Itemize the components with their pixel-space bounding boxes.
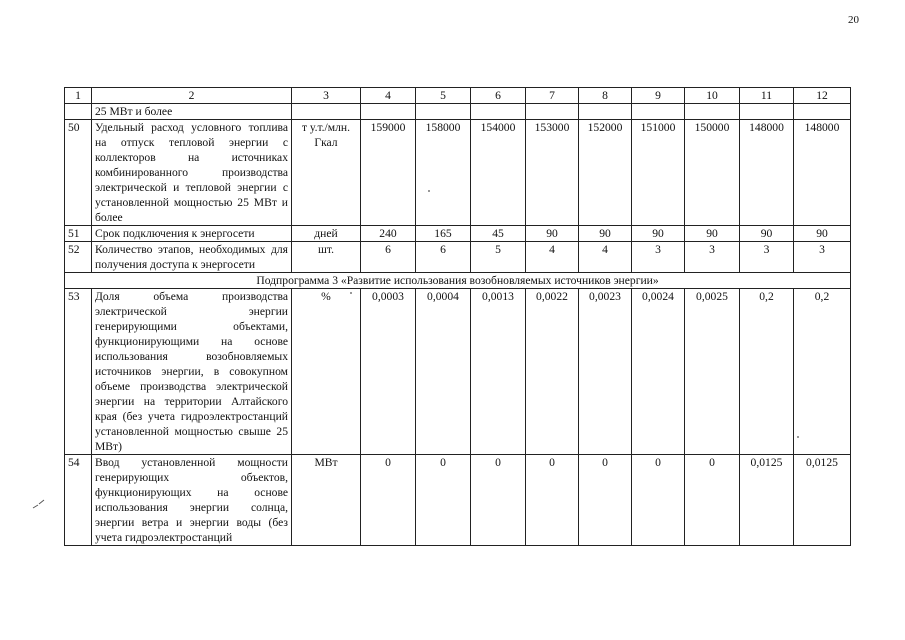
value-cell: 90 [526, 226, 579, 242]
scan-dot [428, 190, 430, 192]
table-row [65, 455, 851, 546]
value-cell: 6 [361, 242, 416, 273]
row-number: 53 [65, 289, 92, 455]
header-row [65, 88, 851, 104]
value-cell: 90 [632, 226, 685, 242]
value-cell: 4 [579, 242, 632, 273]
table-row [65, 226, 851, 242]
section-title: Подпрограмма 3 «Развитие использования возобновляемых источников энергии» [65, 273, 851, 289]
value-cell: 0,0023 [579, 289, 632, 455]
header-cell: 3 [292, 88, 361, 104]
value-cell: 0 [579, 455, 632, 546]
value-cell: 148000 [740, 120, 794, 226]
value-cell: 3 [794, 242, 851, 273]
unit-cell: т у.т./млн. Гкал [292, 120, 361, 226]
value-cell: 0,0003 [361, 289, 416, 455]
indicator-name: Удельный расход условного топлива на отпуск тепловой энергии с коллекторов на источниках комбинированного производства электрической и тепловой энергии с установленной мощностью 25 МВт и более [92, 120, 292, 226]
value-cell: 153000 [526, 120, 579, 226]
header-cell: 4 [361, 88, 416, 104]
value-cell: 90 [794, 226, 851, 242]
header-cell: 8 [579, 88, 632, 104]
indicator-name: Количество этапов, необходимых для получения доступа к энергосети [92, 242, 292, 273]
value-cell: 90 [579, 226, 632, 242]
value-cell: 148000 [794, 120, 851, 226]
value-cell: 90 [685, 226, 740, 242]
row-number: 54 [65, 455, 92, 546]
value-cell: 152000 [579, 120, 632, 226]
margin-mark [32, 498, 46, 510]
value-cell: 0,0004 [416, 289, 471, 455]
value-cell: 154000 [471, 120, 526, 226]
header-cell: 12 [794, 88, 851, 104]
value-cell: 165 [416, 226, 471, 242]
value-cell: 5 [471, 242, 526, 273]
section-row [65, 273, 851, 289]
row-number: 52 [65, 242, 92, 273]
value-cell: 0 [471, 455, 526, 546]
unit-cell: МВт [292, 455, 361, 546]
value-cell: 150000 [685, 120, 740, 226]
header-cell: 7 [526, 88, 579, 104]
value-cell: 3 [740, 242, 794, 273]
value-cell: 0,0125 [740, 455, 794, 546]
value-cell: 0,2 [794, 289, 851, 455]
value-cell: 45 [471, 226, 526, 242]
value-cell: 0 [526, 455, 579, 546]
header-cell: 1 [65, 88, 92, 104]
value-cell: 0 [416, 455, 471, 546]
unit-cell: шт. [292, 242, 361, 273]
unit-cell: % [292, 289, 361, 455]
table-row [65, 120, 851, 226]
unit-cell: дней [292, 226, 361, 242]
scan-dot [350, 292, 352, 294]
value-cell: 0,0125 [794, 455, 851, 546]
value-cell: 6 [416, 242, 471, 273]
value-cell: 3 [685, 242, 740, 273]
value-cell: 0,0025 [685, 289, 740, 455]
value-cell: 0 [685, 455, 740, 546]
value-cell: 90 [740, 226, 794, 242]
value-cell: 0 [361, 455, 416, 546]
value-cell: 159000 [361, 120, 416, 226]
indicators-table [64, 87, 851, 546]
value-cell: 0,0024 [632, 289, 685, 455]
value-cell: 3 [632, 242, 685, 273]
row-number [65, 104, 92, 120]
indicator-name: Ввод установленной мощности генерирующих объектов, функционирующих на основе использования энергии солнца, энергии ветра и энергии воды (без учета гидроэлектростанций [92, 455, 292, 546]
table-row [65, 242, 851, 273]
value-cell: 0,0022 [526, 289, 579, 455]
value-cell: 151000 [632, 120, 685, 226]
header-cell: 2 [92, 88, 292, 104]
header-cell: 5 [416, 88, 471, 104]
indicator-name: Доля объема производства электрической энергии генерирующими объектами, функционирующими на основе использования возобновляемых источников энергии, в совокупном объеме производства электрической энергии на территории Алтайского края (без учета гидроэлектростанций установленной мощностью свыше 25 МВт) [92, 289, 292, 455]
continuation-row [65, 104, 851, 120]
value-cell: 0,2 [740, 289, 794, 455]
value-cell: 158000 [416, 120, 471, 226]
value-cell: 0 [632, 455, 685, 546]
scan-dot [797, 436, 799, 438]
indicator-name: 25 МВт и более [92, 104, 292, 120]
value-cell: 0,0013 [471, 289, 526, 455]
indicator-name: Срок подключения к энергосети [92, 226, 292, 242]
value-cell: 4 [526, 242, 579, 273]
row-number: 51 [65, 226, 92, 242]
row-number: 50 [65, 120, 92, 226]
page-number: 20 [848, 14, 859, 26]
header-cell: 6 [471, 88, 526, 104]
header-cell: 9 [632, 88, 685, 104]
value-cell: 240 [361, 226, 416, 242]
header-cell: 10 [685, 88, 740, 104]
table-row [65, 289, 851, 455]
header-cell: 11 [740, 88, 794, 104]
